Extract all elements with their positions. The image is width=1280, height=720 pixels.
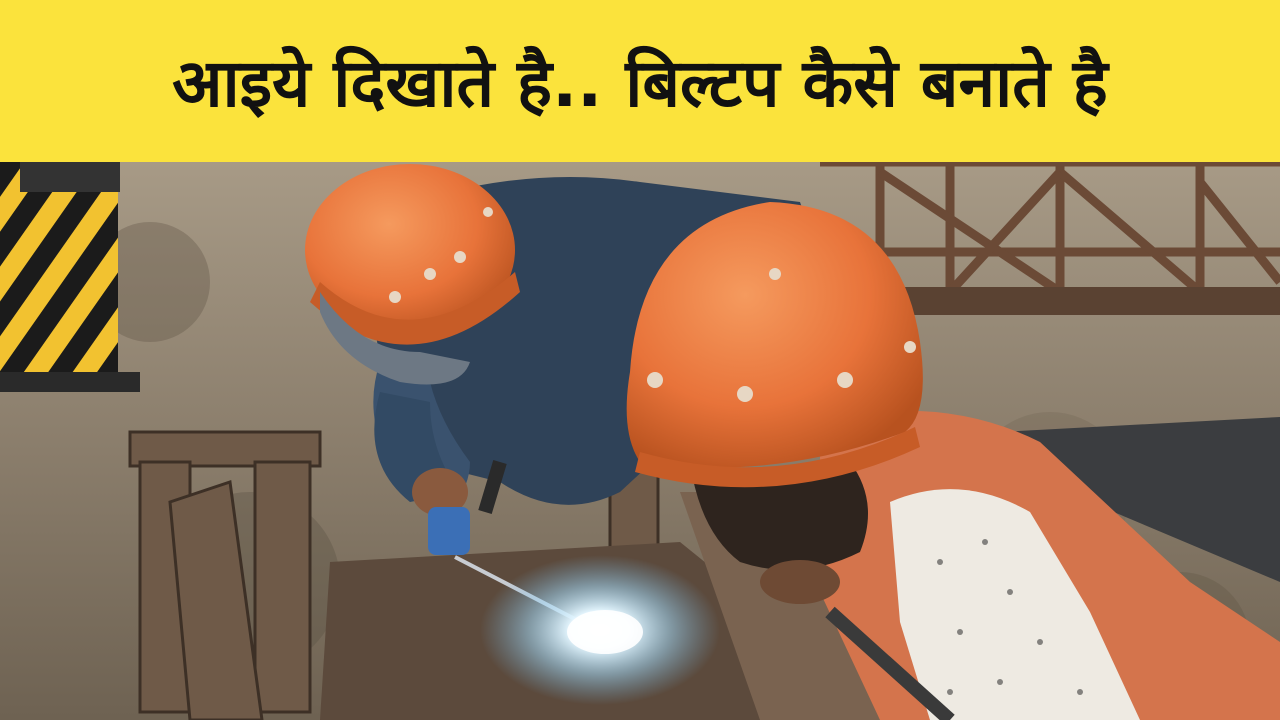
- headline: आइये दिखाते है.. बिल्टप कैसे बनाते है: [172, 45, 1108, 122]
- hazard-stripe-machine: [0, 162, 118, 377]
- title-banner: [0, 0, 1280, 162]
- welding-photo: [0, 162, 1280, 720]
- welding-spark-icon: [480, 555, 720, 705]
- welding-torch: [428, 507, 470, 555]
- welding-scene-illustration: [0, 162, 1280, 720]
- steel-beam: [900, 287, 1280, 315]
